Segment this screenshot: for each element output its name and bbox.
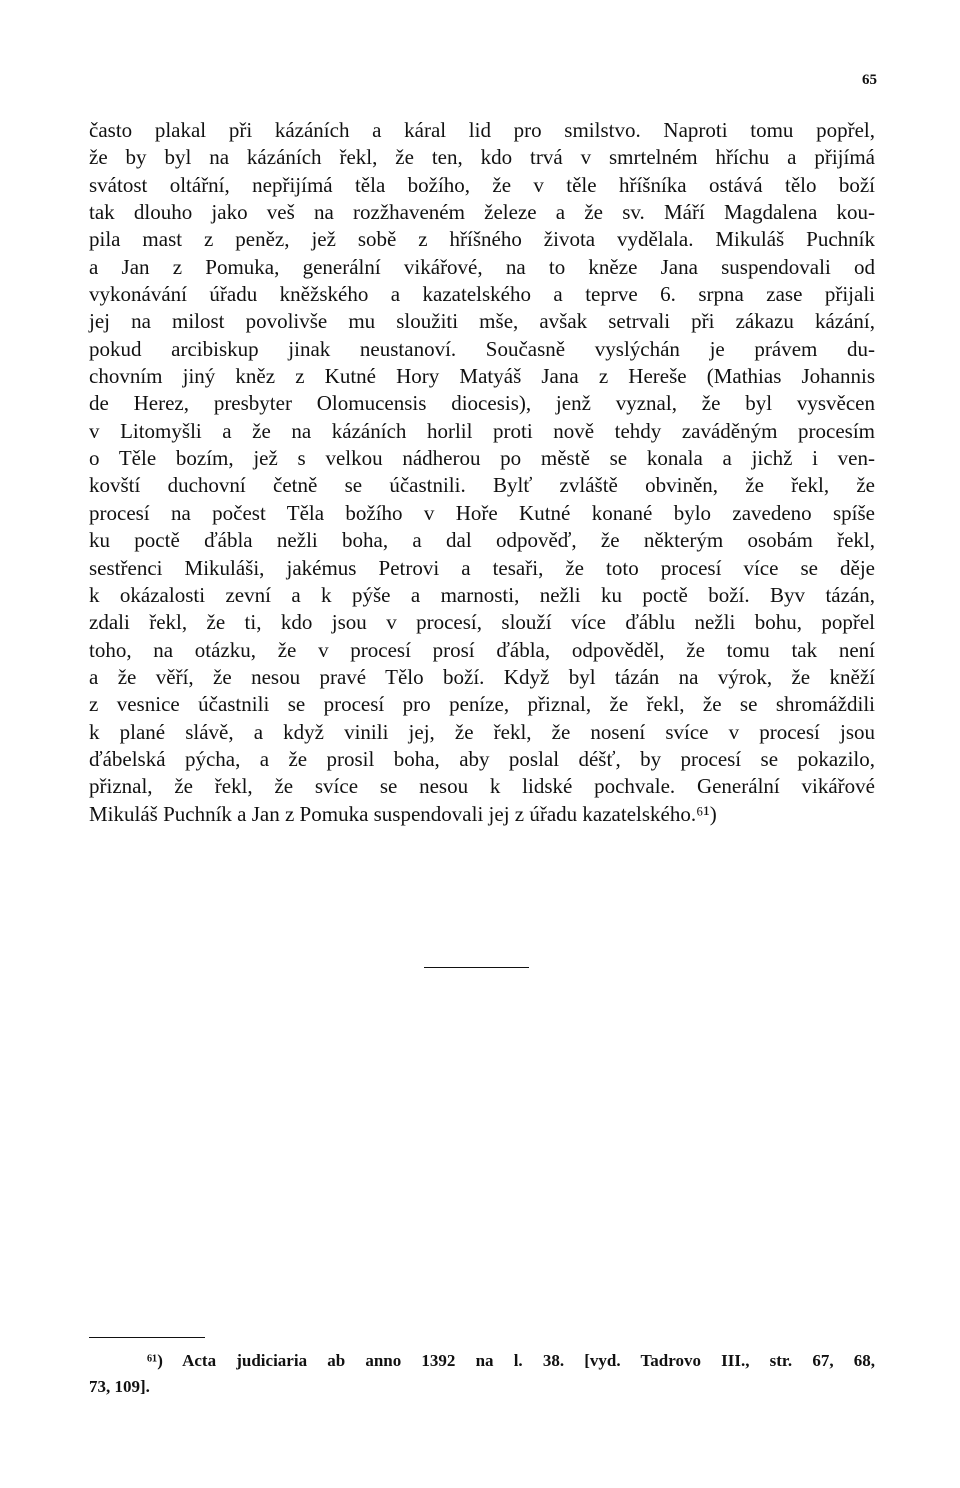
text-line: a Jan z Pomuka, generální vikářové, na to kněze Jana suspendovali od	[89, 254, 875, 279]
text-line: ku poctě ďábla nežli boha, a dal odpověď, že některým osobám řekl,	[89, 528, 875, 553]
footnote	[89, 1348, 875, 1400]
text-line: a že věří, že nesou pravé Tělo boží. Když byl tázán na výrok, že kněží	[89, 664, 875, 689]
text-line: chovním jiný kněz z Kutné Hory Matyáš Jana z Hereše (Mathias Johannis	[89, 364, 875, 389]
footnote-line: 73, 109].	[89, 1377, 150, 1396]
text-line: o Těle bozím, jež s velkou nádherou po městě se konala a jichž i ven-	[89, 446, 875, 471]
section-divider	[424, 967, 529, 968]
text-line: k plané slávě, a když vinili jej, že řekl, že nosení svíce v procesí jsou	[89, 719, 875, 744]
text-line: k okázalosti zevní a k pýše a marnosti, nežli ku poctě boží. Byv tázán,	[89, 582, 875, 607]
text-line: de Herez, presbyter Olomucensis diocesis), jenž vyznal, že byl vysvěcen	[89, 391, 875, 416]
text-line: sestřenci Mikuláši, jakémus Petrovi a tesaři, že toto procesí více se děje	[89, 555, 875, 580]
text-line: procesí na počest Těla božího v Hoře Kutné konané bylo zavedeno spíše	[89, 500, 875, 525]
text-line: vykonávání úřadu kněžského a kazatelského a teprve 6. srpna zase přijali	[89, 282, 875, 307]
text-line: svátost oltářní, nepřijímá těla božího, že v těle hříšníka ostává tělo boží	[89, 172, 875, 197]
text-line: kovští duchovní četně se účastnili. Bylť zvláště obviněn, že řekl, že	[89, 473, 875, 498]
text-line: že by byl na kázáních řekl, že ten, kdo trvá v smrtelném hříchu a přijímá	[89, 145, 875, 170]
text-line: Mikuláš Puchník a Jan z Pomuka suspendovali jej z úřadu kazatelského.⁶¹)	[89, 801, 717, 826]
footnote-divider	[89, 1337, 205, 1338]
text-line: tak dlouho jako veš na rozžhaveném železe a že sv. Máří Magdalena kou-	[89, 200, 875, 225]
text-line: v Litomyšli a že na kázáních horlil proti nově tehdy zaváděným procesím	[89, 418, 875, 443]
text-line: ďábelská pýcha, a že prosil boha, aby poslal déšť, by procesí se pokazilo,	[89, 746, 875, 771]
text-line: pokud arcibiskup jinak neustanoví. Současně vyslýchán je právem du-	[89, 336, 875, 361]
text-line: jej na milost povolivše mu sloužiti mše, avšak setrvali při zákazu kázání,	[89, 309, 875, 334]
text-line: pila mast z peněz, jež sobě z hříšného života vydělala. Mikuláš Puchník	[89, 227, 875, 252]
text-line: přiznal, že řekl, že svíce se nesou k lidské pochvale. Generální vikářové	[89, 774, 875, 799]
text-line: toho, na otázku, že v procesí prosí ďábla, odpověděl, že tomu tak není	[89, 637, 875, 662]
page-number: 65	[862, 72, 877, 88]
text-line: zdali řekl, že ti, kdo jsou v procesí, slouží více ďáblu nežli bohu, popřel	[89, 610, 875, 635]
text-line: často plakal při kázáních a káral lid pro smilstvo. Naproti tomu popřel,	[89, 118, 875, 142]
text-line: z vesnice účastnili se procesí pro peníze, přiznal, že řekl, že se shromáždili	[89, 692, 875, 717]
footnote-line: ⁶¹) Acta judiciaria ab anno 1392 na l. 38. [vyd. Tadrovo III., str. 67, 68,	[147, 1351, 875, 1370]
body-text	[89, 117, 875, 828]
